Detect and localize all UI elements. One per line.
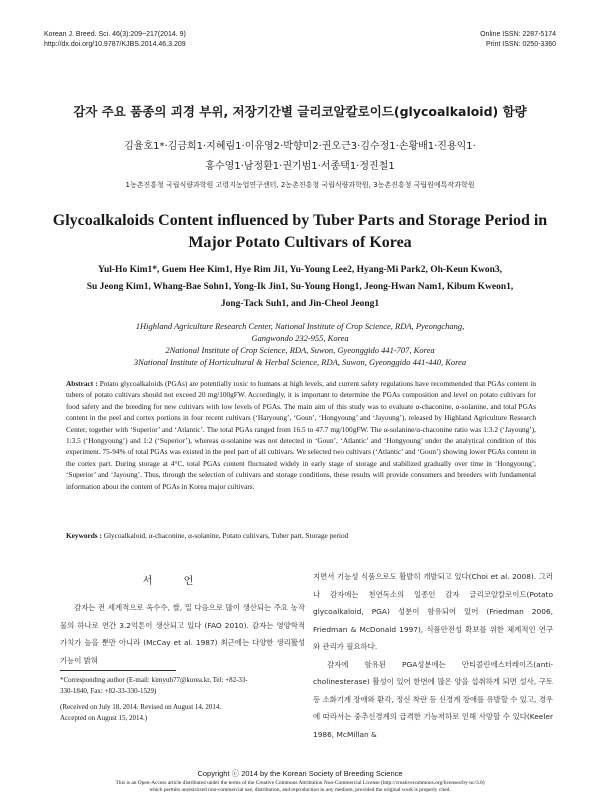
english-authors [40,262,560,313]
korean-authors-line2: 홍수영1·남정환1·권기범1·서종택1·정진철1 [205,161,395,172]
intro-paragraph-2: 감자에 함유된 PGA성분에는 안티콜린에스터레이즈(anti-cholinesterase) 활성이 있어 한번에 많은 양을 섭취하게 되면 설사, 구토 등 소화기계 장애와 환각, 정신 착란 등 신경계 장애를 유발할 수 있고, 경우에 따라서는 중추신경계의 급격한 기능저하로 인해 사망할 수 있다(Keeler 1986, McMillan & [313,659,553,739]
left-column [60,599,305,669]
english-authors-line2: Su Jeong Kim1, Whang-Bae Sohn1, Yong-Ik Jin1, Su-Young Hong1, Jeong-Hwan Nam1, Kibum Kweon1, [86,282,514,292]
right-column [313,568,553,743]
journal-header-left [44,30,186,50]
section-title-introduction: 서 언 [142,576,208,587]
corresponding-line-1: *Corresponding author (E-mail: kimyuh77@korea.kr, Tel: +82-33- [60,676,248,684]
keywords-label: Keywords : [66,531,102,540]
english-authors-line1: Yul-Ho Kim1*, Guem Hee Kim1, Hye Rim Ji1, Yu-Young Lee2, Hyang-Mi Park2, Oh-Keun Kwon3, [97,265,503,275]
online-issn: Online ISSN: 2287-5174 [480,31,556,38]
copyright-notice: Copyright ⓒ 2014 by the Korean Society of Breeding Science [197,769,403,778]
korean-title: 감자 주요 품종의 괴경 부위, 저장기간별 글리코알칼로이드(glycoalkaloid) 함량 [73,104,527,119]
corresponding-author-note [60,675,300,697]
affiliation-1-address: Gangwondo 232-955, Korea [251,333,349,343]
korean-authors [60,137,540,177]
license-line-2: which permits unrestricted non-commercial use, distribution, and reproduction in any medium, provided the original work is properly cited. [149,787,451,793]
journal-citation: Korean J. Breed. Sci. 46(3):209~217(2014. 9) [44,31,186,38]
english-authors-line3: Jong-Tack Suh1, and Jin-Cheol Jeong1 [220,299,380,309]
print-issn: Print ISSN: 0250-3360 [485,41,556,48]
affiliation-3: 3National Institute of Horticultural & Herbal Science, RDA, Suwon, Gyeonggido 441-440, Korea [133,357,467,367]
english-title: Glycoalkaloids Content influenced by Tuber Parts and Storage Period in Major Potato Cultivars of Korea [52,212,548,251]
korean-affiliations: 1농촌진흥청 국립식량과학원 고령지농업연구센터, 2농촌진흥청 국립식량과학원, 3농촌진흥청 국립원예특작과학원 [125,181,475,189]
corresponding-line-2: 330-1840, Fax: +82-33-330-1529) [60,687,157,695]
korean-authors-line1: 김율호1*·김금희1·지혜림1·이유영2·박향미2·권오근3·김수정1·손황배1·진용익1· [124,141,476,152]
license-line-1: This is an Open-Access article distributed under the terms of the Creative Commons Attribution Non-Commercial License (http://creativecommons.org/licenses/by-nc/3.0) [115,780,485,786]
abstract-label: Abstract : [66,379,98,388]
intro-paragraph-1: 감자는 전 세계적으로 옥수수, 쌀, 밀 다음으로 많이 생산되는 주요 농작물의 하나로 연간 3.2억톤이 생산되고 있다 (FAO 2010). 감자는 영양학적 가치가 높을 뿐만 아니라 (McCay et al. 1987) 최근에는 다양한 생리활성 기능이 밝혀 [60,603,305,665]
footnote-divider [60,670,176,671]
license-notice [40,780,560,794]
abstract-text: Potato glycoalkaloids (PGAs) are potentially toxic to humans at high levels, and current safety regulations have recommended that PGAs content in tubers of potato cultivars should not exceed 20 mg/100gFW. Accordingly, it is important to determine the PGAs composition and level on potato cultivars for food safety and the breeding for new cultivars with low levels of PGAs. The main aim of this study was to evaluate α-chaconine, α-solanine, and total PGAs content in the peel and cortex portions in four recent cultivars (‘Haryoung’, ‘Goun’, ‘Hongyoung’ and ‘Jayoung’), released by Highland Agriculture Research Center, together with ‘Superior’ and ‘Atlantic’. The total PGAs ranged from 16.5 to 47.7 mg/100gFW. The α-solanine/α-chaconine ratio was 1:3.2 (‘Jayoung’), 1:3.5 (‘Hongyoung’) and 1:2 (‘Superior’), whereas α-solanine was not detected in ‘Goun’, ‘Atlantic’ and ‘Hongyoung’ under the analytical condition of this experiment. 75-94% of total PGAs was existed in the peel part of all cultivars. We selected two cultivars (‘Atlantic’ and ‘Goun’) showing lower PGAs content in the cortex part. During storage at 4°C, total PGAs content fluctuated widely in early stage of storage and stabilized gradually over time in ‘Hongyoung’, ‘Superior’ and ‘Jayoung’. Thus, through the selection of cultivars and storage conditions, these results will provide consumers and breeders with fundamental information about the content of PGAs in Korea major cultivars. [66,379,537,491]
keywords-text: Glycoalkaloid, α-chaconine, α-solanine, Potato cultivars, Tuber part, Storage period [103,531,349,540]
accepted-line: Accepted on August 15, 2014.) [60,714,148,722]
affiliation-2: 2National Institute of Crop Science, RDA, Suwon, Gyeonggido 441-707, Korea [165,345,435,355]
english-affiliations [40,320,560,368]
abstract [66,378,536,492]
keywords [66,531,536,540]
doi-link[interactable]: http://dx.doi.org/10.9787/KJBS.2014.46.3.209 [44,41,186,48]
received-line: (Received on July 18, 2014. Revised on August 14, 2014. [60,703,222,711]
journal-header-right [480,30,556,50]
affiliation-1: 1Highland Agriculture Research Center, National Institute of Crop Science, RDA, Pyeongchang, [135,321,465,331]
intro-paragraph-1-cont: 지면서 기능성 식품으로도 활발히 개발되고 있다(Choi et al. 2008). 그러나 감자에는 천연독소의 일종인 감자 글리코알칼로이드(Potato glycoalkaloid, PGA) 성분이 함유되어 있어 (Friedman 2006, Friedman & McDonald 1997), 식품안전성 확보를 위한 체계적인 연구와 관리가 필요하다. [313,572,553,651]
received-dates-note [60,702,300,724]
